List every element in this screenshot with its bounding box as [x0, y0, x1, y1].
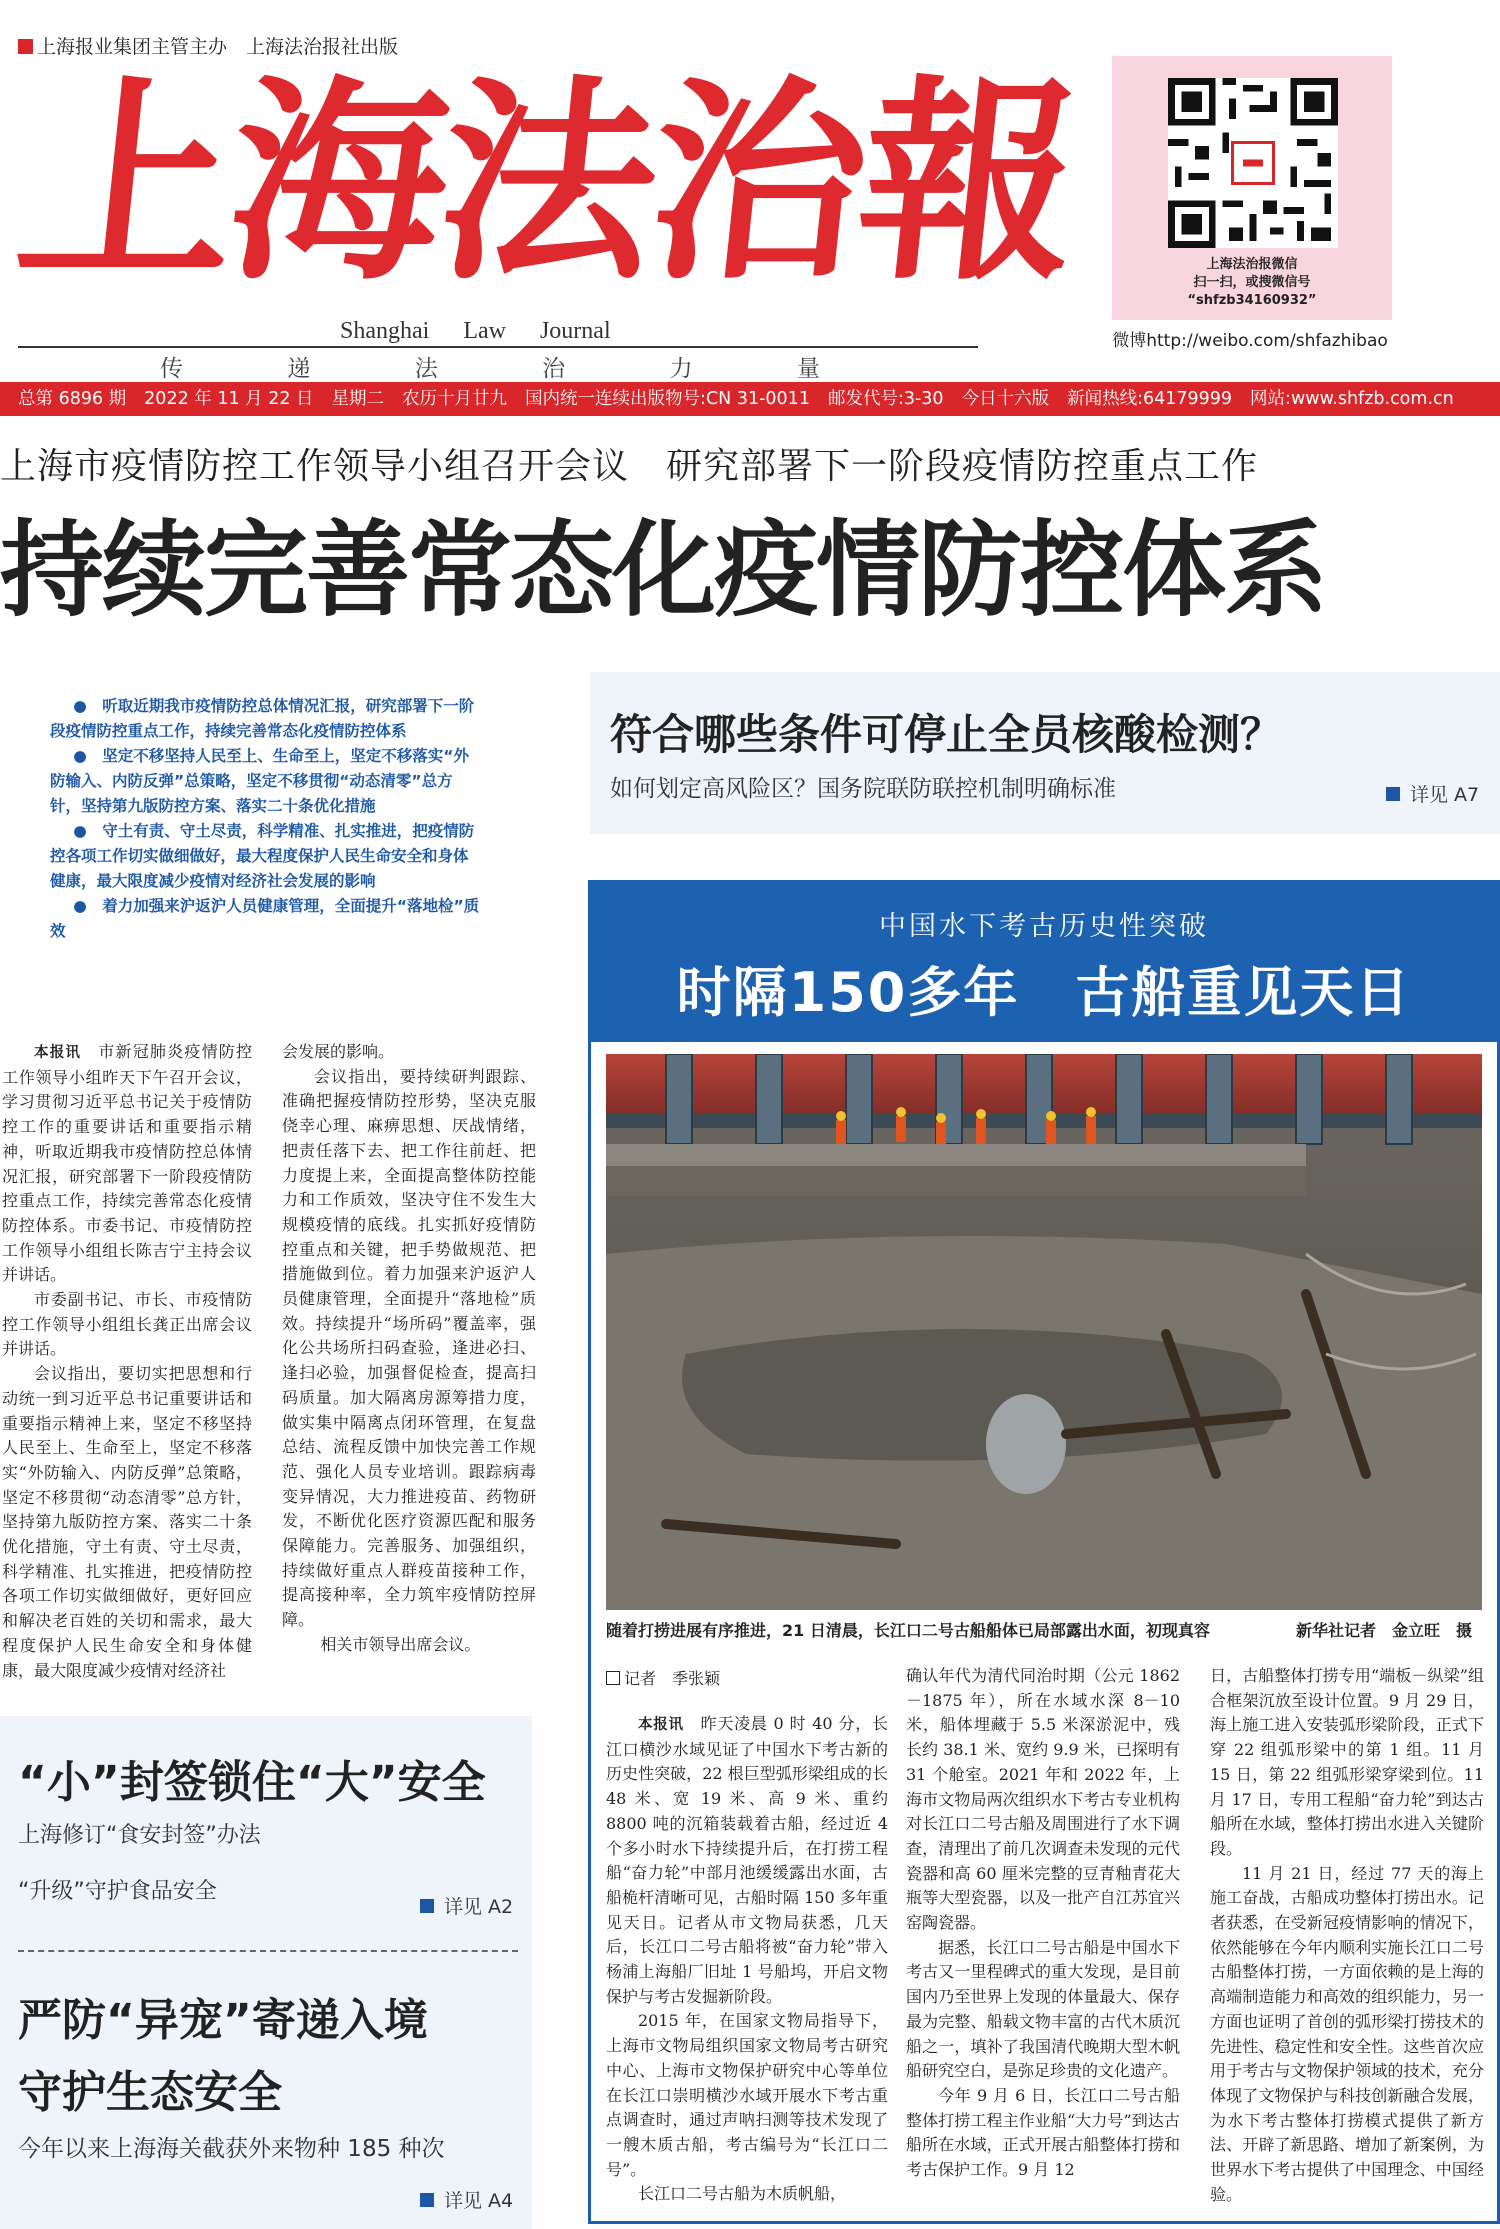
issue-info-bar: 总第 6896 期 2022 年 11 月 22 日 星期二 农历十月廿九 国内统一连续出版物号:CN 31-0011 邮发代号:3-30 今日十六版 新闻热线:64179999 网站:www.shfzb.com.cn: [0, 382, 1500, 416]
bullet-dot-icon: ●: [73, 747, 103, 765]
paragraph: 确认年代为清代同治时期（公元 1862－1875 年），所在水域水深 8－10 米，船体埋藏于 5.5 米深淤泥中，残长约 38.1 米、宽约 9.9 米，已探明有 31 个舱室。2021 年和 2022 年，上海市文物局两次组织水下考古专业机构对长江口二号古船及周围进行了水下调查，清理出了前几次调查未发现的元代瓷器和高 60 厘米完整的豆青釉青花大瓶等大型瓷器，以及一批产自江苏宜兴窑陶瓷器。: [906, 1666, 1180, 1933]
paragraph: 会议指出，要切实把思想和行动统一到习近平总书记重要讲话和重要指示精神上来，坚定不移坚持人民至上、生命至上，坚定不移落实“外防输入、内防反弹”总策略，坚定不移贯彻“动态清零”总方针，坚持第九版防控方案、落实二十条优化措施，守土有责、守土尽责，科学精准、扎实推进，把疫情防控各项工作切实做细做好，更好回应和解决老百姓的关切和需求，最大程度保护人民生命安全和身体健康，最大限度减少疫情对经济社: [2, 1364, 252, 1680]
slogan: 传 递 法 治 力 量: [160, 356, 820, 382]
teaser-exotic-pets-title-1[interactable]: 严防“异宠”寄递入境: [18, 1995, 428, 2046]
lead-subhead: 上海市疫情防控工作领导小组召开会议 研究部署下一阶段疫情防控重点工作: [0, 446, 1259, 487]
teaser-food-safety-sub2: “升级”守护食品安全: [18, 1879, 217, 1904]
box-icon: [606, 1671, 620, 1685]
teaser-subtitle: 如何划定高风险区？国务院联防联控机制明确标准: [610, 776, 1116, 802]
feature-kicker: 中国水下考古历史性突破: [879, 911, 1209, 942]
teaser-food-safety-title[interactable]: “小”封签锁住“大”安全: [18, 1757, 486, 1808]
bullet-item: ● 听取近期我市疫情防控总体情况汇报，研究部署下一阶段疫情防控重点工作，持续完善常态化疫情防控体系: [50, 697, 475, 740]
qr-caption: 上海法治报微信 扫一扫，或搜微信号 “shfzb34160932”: [1187, 257, 1317, 308]
paragraph: 11 月 21 日，经过 77 天的海上施工奋战，古船成功整体打捞出水。记者获悉，在受新冠疫情影响的情况下，依然能够在今年内顺利实施长江口二号古船整体打捞，一方面依赖的是上海的高端制造能力和高效的组织能力，另一方面也证明了首创的弧形梁打捞技术的先进性、稳定性和安全性。这些首次应用于考古与文物保护领域的技术，充分体现了文物保护与科技创新融合发展，为水下考古整体打捞模式提供了新方法、开辟了新思路、增加了新案例，为世界水下考古提供了中国理念、中国经验。: [1210, 1863, 1484, 2204]
feature-byline: 记者 季张颖: [606, 1666, 720, 1689]
page-reference-a2[interactable]: 详见 A2: [420, 1892, 513, 1919]
weibo-link[interactable]: 微博http://weibo.com/shfazhibao: [1112, 331, 1388, 351]
paragraph: 长江口二号古船为木质帆船，: [638, 2184, 847, 2204]
paragraph: 会发展的影响。: [282, 1042, 395, 1061]
bullet-item: ● 坚定不移坚持人民至上、生命至上，坚定不移落实“外防输入、内防反弹”总策略，坚定不移贯彻“动态清零”总方针，坚持第九版防控方案、落实二十条优化措施: [50, 747, 469, 815]
red-square-icon: [18, 39, 33, 54]
paragraph: 本报讯 市新冠肺炎疫情防控工作领导小组昨天下午召开会议，学习贯彻习近平总书记关于疫情防控工作的重要讲话和重要指示精神，听取近期我市疫情防控总体情况汇报，研究部署下一阶段疫情防控重点工作，持续完善常态化疫情防控体系。市委书记、市疫情防控工作领导小组组长陈吉宁主持会议并讲话。: [2, 1042, 252, 1285]
bullet-dot-icon: ●: [73, 897, 103, 915]
paragraph: 本报讯 昨天凌晨 0 时 40 分，长江口横沙水域见证了中国水下考古新的历史性突破，22 根巨型弧形梁组成的长 48 米、宽 19 米、高 9 米、重约 8800 吨的沉箱装载着古船，经过近 4 个多小时水下持续提升后，在打捞工程船“奋力轮”中部月池缓缓露出水面，古船桅杆清晰可见，古船时隔 150 多年重见天日。记者从市文物局获悉，几天后，长江口二号古船将被“奋力轮”带入杨浦上海船厂旧址 1 号船坞，开启文物保护与考古发掘新阶段。: [606, 1714, 888, 2006]
masthead-rule: [18, 346, 978, 348]
page-reference-a4[interactable]: 详见 A4: [420, 2186, 513, 2213]
feature-body-column-3: [1210, 1664, 1484, 2207]
qr-code-icon[interactable]: [1168, 78, 1338, 248]
paragraph: 日，古船整体打捞专用“端板－纵梁”组合框架沉放至设计位置。9 月 29 日，海上施工进入安装弧形梁阶段，正式下穿 22 组弧形梁中的第 1 组。11 月 15 日，第 22 组弧形梁穿梁到位。11 月 17 日，专用工程船“奋力轮”到达古船所在水域，整体打捞出水进入关键阶段。: [1210, 1666, 1484, 1858]
paragraph: 相关市领导出席会议。: [320, 1634, 481, 1654]
ancient-ship-photo[interactable]: [606, 1054, 1482, 1610]
paragraph: 今年 9 月 6 日，长江口二号古船整体打捞工程主作业船“大力号”到达古船所在水域，正式开展古船整体打捞和考古保护工作。9 月 12: [906, 2085, 1180, 2180]
teaser-food-safety-sub1: 上海修订“食安封签”办法: [18, 1823, 261, 1848]
blue-square-icon: [1386, 787, 1400, 801]
lead-headline: 持续完善常态化疫情防控体系: [0, 509, 1327, 631]
bullet-item: ● 着力加强来沪返沪人员健康管理，全面提升“落地检”质效: [50, 897, 480, 940]
masthead-logo: [7, 55, 1084, 309]
photo-credit: 新华社记者 金立旺 摄: [1295, 1621, 1472, 1640]
paragraph: 会议指出，要持续研判跟踪、准确把握疫情防控形势，坚决克服侥幸心理、麻痹思想、厌战情绪，把责任落下去、把工作往前赶、把力度提上来，全面提高整体防控能力和工作质效，坚决守住不发生大规模疫情的底线。扎实抓好疫情防控重点和关键，把手势做规范、把措施做到位。着力加强来沪返沪人员健康管理，全面提升“落地检”质效。持续提升“场所码”覆盖率，强化公共场所扫码查验，逢进必扫、逢扫必验，加强督促检查，提高扫码质量。加大隔离房源筹措力度，做实集中隔离点闭环管理，在复盘总结、流程反馈中加快完善工作规范、强化人员专业培训。跟踪病毒变异情况，大力推进疫苗、药物研发，不断优化医疗资源匹配和服务保障能力。完善服务、加强组织，持续做好重点人群疫苗接种工作，提高接种率，全力筑牢疫情防控屏障。: [282, 1066, 536, 1630]
blue-square-icon: [420, 1899, 434, 1913]
dashed-divider: [18, 1950, 518, 1952]
teaser-title[interactable]: 符合哪些条件可停止全员核酸检测？: [610, 710, 1283, 759]
teaser-exotic-pets-sub: 今年以来上海海关截获外来物种 185 种次: [18, 2136, 445, 2162]
paragraph: 据悉，长江口二号古船是中国水下考古又一里程碑式的重大发现，是目前国内乃至世界上发现的体量最大、保存最为完整、船载文物丰富的古代木质沉船之一，填补了我国清代晚期大型木帆船研究空白，是弥足珍贵的文化遗产。: [906, 1937, 1180, 2081]
website-link[interactable]: 网站:www.shfzb.com.cn: [1250, 389, 1454, 409]
masthead-english: Shanghai Law Journal: [340, 318, 611, 344]
masthead-title: 上海法治報: [7, 55, 1084, 309]
publisher-line: 上海报业集团主管主办 上海法治报社出版: [18, 32, 398, 59]
feature-title: 时隔150多年 古船重见天日: [676, 961, 1412, 1024]
paragraph: 2015 年，在国家文物局指导下，上海市文物局组织国家文物局考古研究中心、上海市文物保护研究中心等单位在长江口崇明横沙水域开展水下考古重点调查时，通过声呐扫测等技术发现了一艘木质古船，考古编号为“长江口二号”。: [606, 2011, 888, 2179]
photo-caption: 随着打捞进展有序推进，21 日清晨，长江口二号古船船体已局部露出水面，初现真容 新华社记者 金立旺 摄: [606, 1618, 1482, 1641]
lead-bullets: [50, 694, 480, 944]
lead-body-column-1: [2, 1040, 252, 1683]
paragraph: 市委副书记、市长、市疫情防控工作领导小组组长龚正出席会议并讲话。: [2, 1290, 252, 1359]
feature-body-column-2: [906, 1664, 1180, 2183]
bullet-dot-icon: ●: [73, 697, 103, 715]
feature-body-column-1: [606, 1712, 888, 2207]
blue-square-icon: [420, 2193, 434, 2207]
bullet-item: ● 守土有责、守土尽责，科学精准、扎实推进，把疫情防控各项工作切实做细做好，最大程度保护人民生命安全和身体健康，最大限度减少疫情对经济社会发展的影响: [50, 822, 475, 890]
lead-body-column-2: [282, 1040, 536, 1658]
page-reference-a7[interactable]: 详见 A7: [1386, 780, 1479, 807]
bullet-dot-icon: ●: [73, 822, 103, 840]
teaser-exotic-pets-title-2[interactable]: 守护生态安全: [18, 2067, 282, 2118]
